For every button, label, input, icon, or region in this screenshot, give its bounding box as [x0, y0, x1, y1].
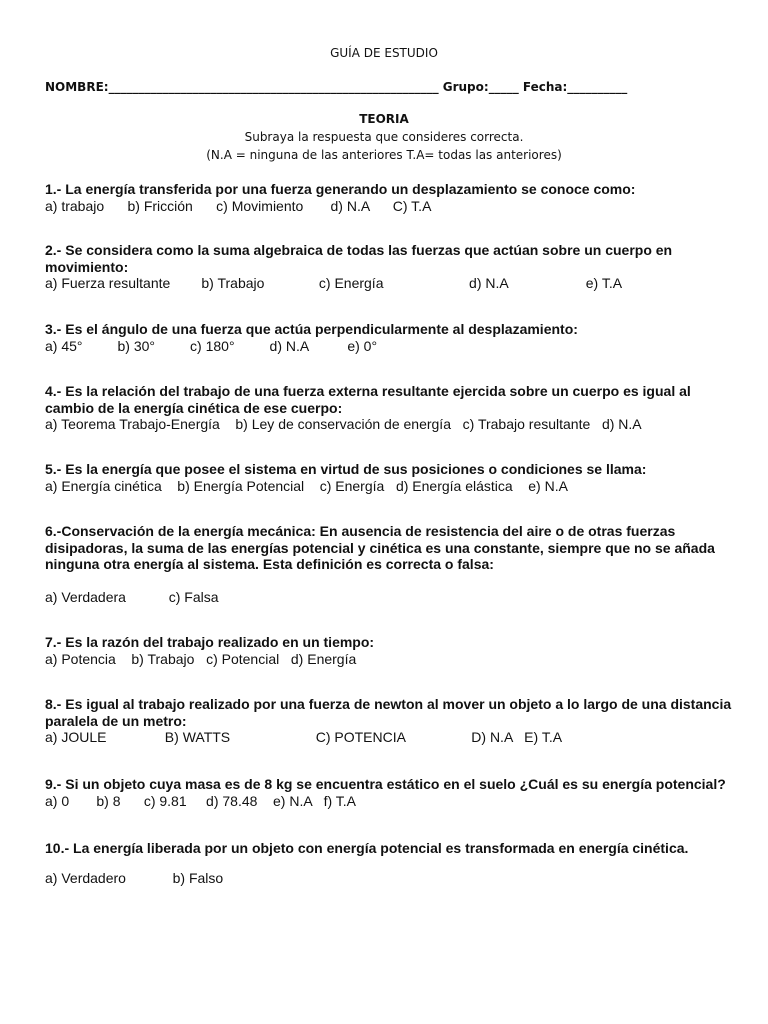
question-text: 2.- Se considera como la suma algebraica de todas las fuerzas que actúan sobre un cuerpo en movimiento:	[45, 242, 673, 275]
question-text: 8.- Es igual al trabajo realizado por una fuerza de newton al mover un objeto a lo largo de una distancia paralela de un metro:	[45, 696, 732, 729]
question-10	[45, 840, 735, 886]
question-text: 10.- La energía liberada por un objeto con energía potencial es transformada en energía cinética.	[45, 840, 689, 856]
answer-options[interactable]: a) Potencia b) Trabajo c) Potencial d) Energía	[45, 650, 357, 667]
question-text: 7.- Es la razón del trabajo realizado en un tiempo:	[45, 634, 375, 650]
answer-options[interactable]: a) Teorema Trabajo-Energía b) Ley de conservación de energía c) Trabajo resultante d) N.A	[45, 416, 642, 432]
instructions: Subraya la respuesta que consideres correcta.	[244, 130, 524, 144]
question-7	[45, 634, 735, 667]
question-4	[45, 383, 735, 433]
answer-options[interactable]: a) 45° b) 30° c) 180° d) N.A e) 0°	[45, 337, 378, 354]
answer-options[interactable]: a) Fuerza resultante b) Trabajo c) Energía d) N.A e) T.A	[45, 275, 623, 291]
question-text: 4.- Es la relación del trabajo de una fuerza externa resultante ejercida sobre un cuerpo es igual al cambio de la energía cinética de ese cuerpo:	[45, 383, 691, 416]
question-1	[45, 181, 735, 214]
answer-options[interactable]: a) 0 b) 8 c) 9.81 d) 78.48 e) N.A f) T.A	[45, 792, 356, 809]
question-9	[45, 776, 735, 809]
question-text: 9.- Si un objeto cuya masa es de 8 kg se encuentra estático en el suelo ¿Cuál es su energía potencial?	[45, 776, 726, 792]
answer-options[interactable]: a) JOULE B) WATTS C) POTENCIA D) N.A E) T.A	[45, 729, 563, 745]
question-2	[45, 242, 735, 292]
answer-options[interactable]: a) Energía cinética b) Energía Potencial c) Energía d) Energía elástica e) N.A	[45, 477, 568, 494]
answer-options[interactable]: a) Verdadero b) Falso	[45, 869, 224, 886]
question-text: 1.- La energía transferida por una fuerza generando un desplazamiento se conoce como:	[45, 181, 636, 197]
question-text: 6.-Conservación de la energía mecánica: En ausencia de resistencia del aire o de otras fuerzas disipadoras, la suma de las energías potencial y cinética es una constante, siempre que no se añada ninguna otra energía al sistema. Esta definición es correcta o falsa:	[45, 523, 715, 572]
answer-options[interactable]: a) Verdadera c) Falsa	[45, 588, 219, 605]
question-8	[45, 696, 735, 746]
page-title: GUÍA DE ESTUDIO	[330, 46, 438, 60]
student-info-line[interactable]: NOMBRE:_______________________________________________________ Grupo:_____ Fecha:__________	[45, 80, 628, 94]
question-5	[45, 461, 735, 494]
question-3	[45, 321, 735, 354]
answer-options[interactable]: a) trabajo b) Fricción c) Movimiento d) N.A C) T.A	[45, 197, 432, 214]
section-heading: TEORIA	[359, 112, 409, 126]
question-6	[45, 523, 735, 605]
question-text: 3.- Es el ángulo de una fuerza que actúa perpendicularmente al desplazamiento:	[45, 321, 578, 337]
abbreviation-legend: (N.A = ninguna de las anteriores T.A= todas las anteriores)	[206, 148, 562, 162]
question-text: 5.- Es la energía que posee el sistema en virtud de sus posiciones o condiciones se llama:	[45, 461, 647, 477]
